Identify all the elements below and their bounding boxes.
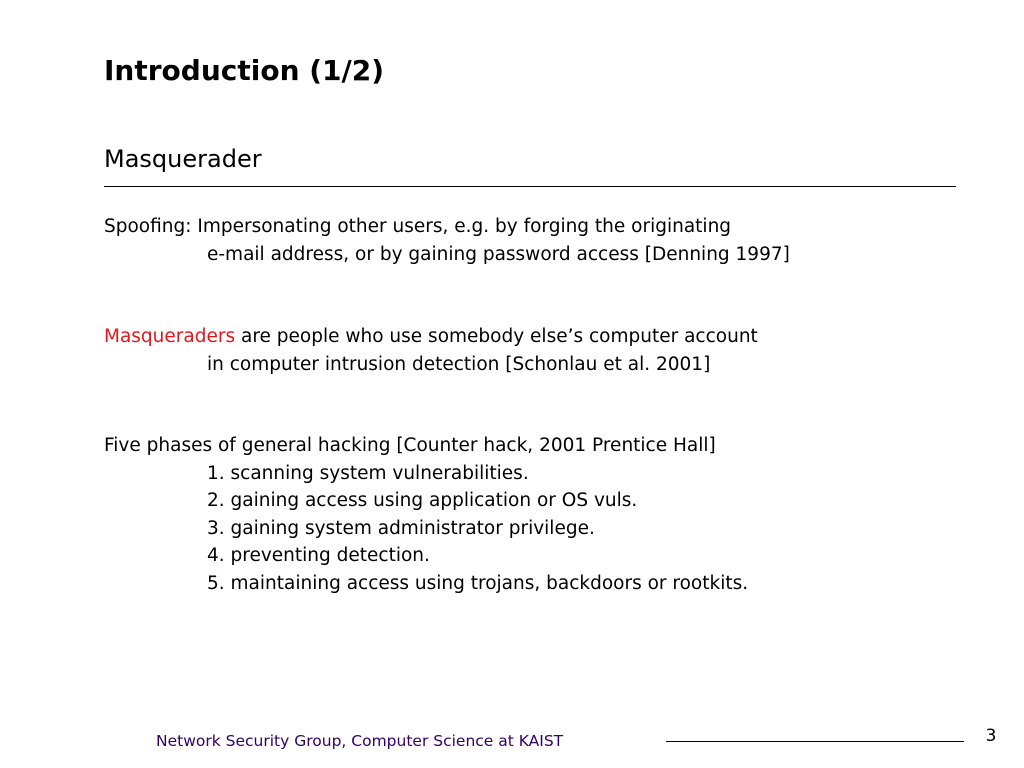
footer-divider <box>666 741 964 742</box>
hacking-phases-paragraph <box>104 432 748 597</box>
page-number: 3 <box>985 726 997 746</box>
section-heading: Masquerader <box>104 145 262 173</box>
masqueraders-line-1 <box>104 323 758 351</box>
masqueraders-line-1-rest: are people who use somebody else’s computer account <box>235 326 758 347</box>
spoofing-line-2: e-mail address, or by gaining password access [Denning 1997] <box>207 243 790 265</box>
spoofing-paragraph <box>104 213 790 268</box>
slide-title: Introduction (1/2) <box>104 54 385 87</box>
phase-item: 5. maintaining access using trojans, backdoors or rootkits. <box>207 572 749 594</box>
masqueraders-line-2: in computer intrusion detection [Schonlau et al. 2001] <box>207 353 711 375</box>
footer-text: Network Security Group, Computer Science at KAIST <box>156 732 564 750</box>
masqueraders-paragraph <box>104 323 758 378</box>
section-divider <box>104 186 956 187</box>
hacking-phases-intro: Five phases of general hacking [Counter hack, 2001 Prentice Hall] <box>104 435 716 456</box>
phase-item: 2. gaining access using application or OS vuls. <box>207 490 638 511</box>
masqueraders-term: Masqueraders <box>104 326 236 347</box>
spoofing-line-1: Spoofing: Impersonating other users, e.g. by forging the originating <box>104 216 732 237</box>
phase-item: 4. preventing detection. <box>207 545 430 566</box>
phase-item: 3. gaining system administrator privilege. <box>207 517 595 539</box>
phase-item: 1. scanning system vulnerabilities. <box>207 462 529 484</box>
